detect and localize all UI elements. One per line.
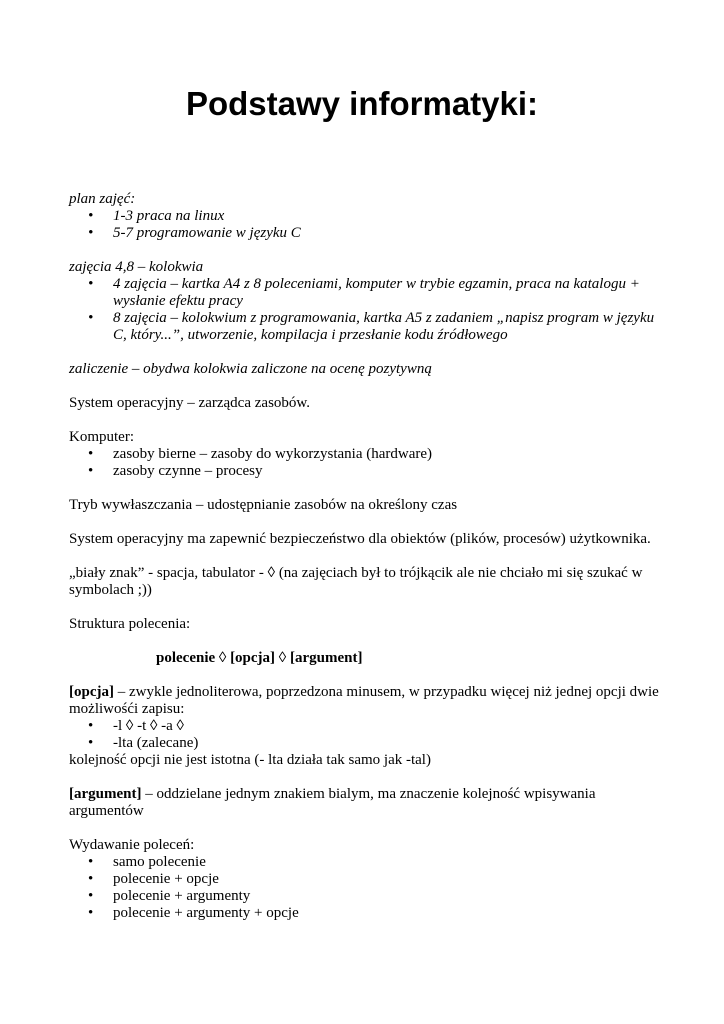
zaliczenie-text: zaliczenie – obydwa kolokwia zaliczone na ocenę pozytywną <box>69 361 432 377</box>
argument-paragraph <box>69 786 659 820</box>
bialy-znak-text: „biały znak” - spacja, tabulator - ◊ (na zajęciach był to trójkącik ale nie chciało mi się szukać w symbolach ;)) <box>69 565 643 598</box>
bullet-icon: • <box>88 225 94 241</box>
page-title: Podstawy informatyki: <box>185 85 539 122</box>
kolokwia-list <box>69 276 659 344</box>
bullet-icon: • <box>88 854 94 870</box>
list-item: • zasoby czynne – procesy <box>88 463 263 479</box>
opcja-paragraph <box>69 684 659 718</box>
list-item: • -l ◊ -t ◊ -a ◊ <box>88 718 184 734</box>
list-item: • 4 zajęcia – kartka A4 z 8 poleceniami, komputer w trybie egzamin, praca na katalogu + wysłanie efektu pracy <box>88 276 640 309</box>
wydawanie-list <box>69 854 659 922</box>
opcja-label: [opcja] <box>69 684 114 700</box>
list-item: • polecenie + argumenty <box>88 888 251 904</box>
list-item: • polecenie + argumenty + opcje <box>88 905 299 921</box>
opcja-list <box>69 718 659 752</box>
wydawanie-heading: Wydawanie poleceń: <box>69 837 195 853</box>
bullet-icon: • <box>88 735 94 751</box>
list-item: • zasoby bierne – zasoby do wykorzystania (hardware) <box>88 446 433 462</box>
bullet-icon: • <box>88 888 94 904</box>
opcja-description: – zwykle jednoliterowa, poprzedzona minusem, w przypadku więcej niż jednej opcji dwie możliwośći zapisu: <box>69 684 659 717</box>
komputer-list <box>69 446 659 480</box>
bullet-icon: • <box>88 208 94 224</box>
tryb-text: Tryb wywłaszczania – udostępnianie zasobów na określony czas <box>69 497 458 513</box>
kolokwia-heading: zajęcia 4,8 – kolokwia <box>69 259 204 275</box>
bullet-icon: • <box>88 871 94 887</box>
plan-list <box>69 208 659 242</box>
bullet-icon: • <box>88 276 94 292</box>
plan-heading: plan zajęć: <box>69 191 136 207</box>
struktura-heading: Struktura polecenia: <box>69 616 191 632</box>
bullet-icon: • <box>88 905 94 921</box>
command-syntax: polecenie ◊ [opcja] ◊ [argument] <box>156 650 363 666</box>
argument-description: – oddzielane jednym znakiem bialym, ma znaczenie kolejność wpisywania argumentów <box>69 786 596 819</box>
opcja-note: kolejność opcji nie jest istotna (- lta działa tak samo jak -tal) <box>69 752 431 768</box>
bezpieczenstwo-text: System operacyjny ma zapewnić bezpieczeństwo dla obiektów (plików, procesów) użytkownika. <box>69 531 651 547</box>
komputer-heading: Komputer: <box>69 429 134 445</box>
bullet-icon: • <box>88 718 94 734</box>
bullet-icon: • <box>88 463 94 479</box>
list-item: • -lta (zalecane) <box>88 735 199 751</box>
system-definition: System operacyjny – zarządca zasobów. <box>69 395 311 411</box>
argument-label: [argument] <box>69 786 142 802</box>
list-item: • samo polecenie <box>88 854 206 870</box>
bullet-icon: • <box>88 310 94 326</box>
list-item: • 8 zajęcia – kolokwium z programowania, kartka A5 z zadaniem „napisz program w języku C, który...”, utworzenie, kompilacja i przesłanie kodu źródłowego <box>88 310 655 343</box>
bullet-icon: • <box>88 446 94 462</box>
document-body <box>69 191 659 922</box>
list-item: • polecenie + opcje <box>88 871 219 887</box>
list-item: • 1-3 praca na linux <box>88 208 225 224</box>
list-item: • 5-7 programowanie w języku C <box>88 225 301 241</box>
